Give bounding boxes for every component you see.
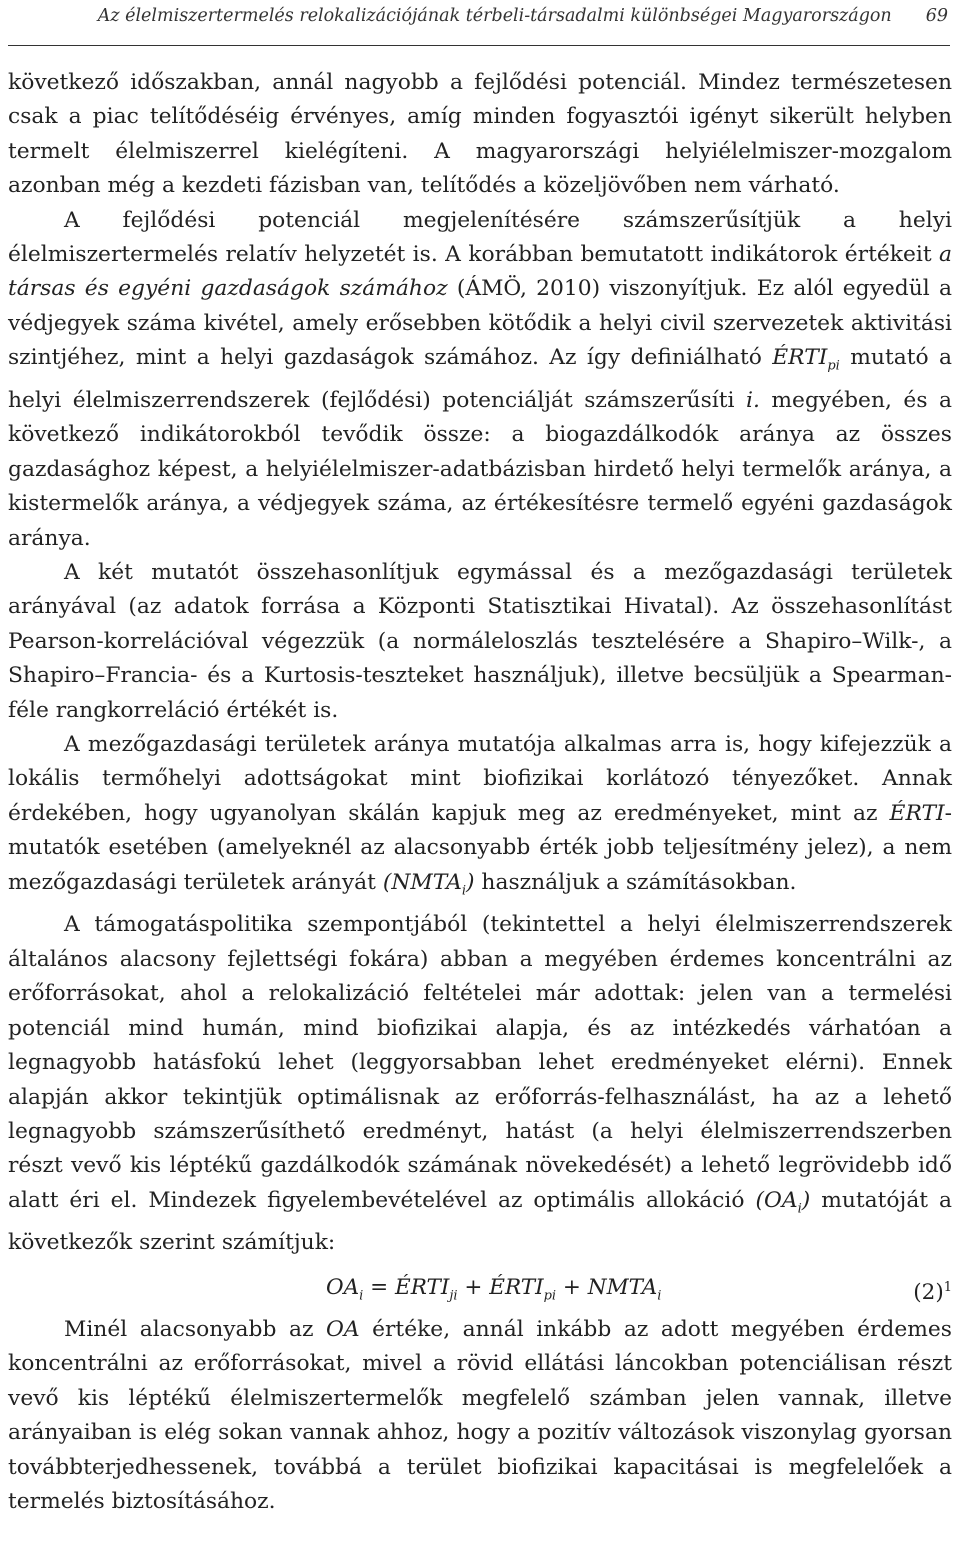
page-number: 69 [925, 6, 948, 26]
p6-text-c: értéke, annál inkább az adott megyében érdemes koncentrálni az erőforrásokat, mivel a rövid ellátási láncokban potenciálisan részt vevő kis léptékű élelmiszertermelők megfelelő számban jelen vannak, illetve arányaiban is elég sokan vannak ahhoz, hogy a pozitív változások viszonylag gyorsan továbbterjedhessenek, továbbá a terület biofizikai kapacitásai is megfelelőek a termelés biztosításához. [8, 1316, 952, 1514]
p5-text-a: A támogatáspolitika szempontjából (tekintettel a helyi élelmiszerrendszerek általános alacsony fejlettségi fokára) abban a megyében érdemes koncentrálni az erőforrásokat, ahol a relokalizáció feltételei már adottak: jelen van a termelési potenciál mind humán, mind biofizikai alapja, és az intézkedés várhatóan a legnagyobb hatásfokú lehet (leggyorsabban lehet eredményeket elérni). Ennek alapján akkor tekintjük optimálisnak az erőforrás-felhasználást, ha az a lehető legnagyobb számszerűsíthető eredményt, hatást (a helyi élelmiszerrendszerben részt vevő kis léptékű gazdálkodók számának növekedését) a lehető legrövidebb idő alatt éri el. Mindezek figyelembevételével az optimális allokáció [8, 912, 952, 1213]
erti-subscript: pi [827, 358, 840, 374]
p6-oa-term: OA [325, 1316, 360, 1342]
equation-number [913, 1271, 952, 1311]
nmta-term [382, 869, 475, 899]
header-rule [8, 45, 950, 46]
oa-term [755, 1187, 811, 1217]
eq-erti-p-sub: pi [543, 1288, 557, 1304]
eq-oa-sub: i [359, 1288, 364, 1304]
oa-close: ) [801, 1187, 811, 1213]
nmta-close: ) [465, 869, 475, 895]
paragraph-1 [8, 66, 952, 204]
eq-plus-2: + [556, 1274, 588, 1300]
equation-row [8, 1269, 952, 1313]
eq-erti-p: ÉRTI [489, 1274, 544, 1300]
p4-text-e: használjuk a számításokban. [474, 869, 797, 895]
p2-text-a: A fejlődési potenciál megjelenítésére számszerűsítjük a helyi élelmiszertermelés relatív helyzetét is. A korábban bemutatott indikátorok értékeit [8, 207, 952, 268]
paragraph-2 [8, 204, 952, 556]
running-title: Az élelmiszertermelés relokalizációjának térbeli-társadalmi különbségei Magyarországon [97, 6, 892, 26]
p4-text-c: -mutatók esetében (amelyeknél az alacsonyabb érték jobb teljesítmény jelez), a nem mezőgazdasági területek arányát [8, 800, 952, 895]
paragraph-6 [8, 1313, 952, 1519]
nmta-subscript: i [461, 883, 466, 899]
p6-text-a: Minél alacsonyabb az [64, 1316, 326, 1342]
p2-text-c: (ÁMÖ, 2010) viszonyítjuk. Ez alól egyedül a védjegyek száma kivétel, amely erősebben kötődik a helyi civil szervezetek aktivitási szintjéhez, mint a helyi gazdaságok számához. Az így definiálható [8, 276, 953, 371]
paragraph-3 [8, 556, 952, 728]
p2-italic-i: i. [745, 388, 760, 414]
eq-plus-1: + [457, 1274, 490, 1300]
erti-pi-term [772, 345, 840, 374]
body-text [8, 66, 952, 1519]
eq-nmta-sub: i [657, 1288, 662, 1304]
p2-text-e: mutató a helyi élelmiszerrendszerek (fejlődési) potenciálját számszerűsíti [8, 345, 953, 414]
p2-text-g: megyében, és a következő indikátorokból tevődik össze: a biogazdálkodók aránya az összes gazdasághoz képest, a helyiélelmiszer-adatbázisban hirdető helyi termelők aránya, a kistermelők aránya, a védjegyek száma, az értékesítésre termelő egyéni gazdaságok aránya. [8, 388, 952, 551]
eq-oa: OA [326, 1274, 360, 1300]
eq-erti-j: ÉRTI [395, 1274, 450, 1300]
p2-italic-phrase: a társas és egyéni gazdaságok számához [8, 242, 952, 302]
eq-nmta: NMTA [587, 1274, 658, 1300]
p5-text-c: mutatóját a következők szerint számítjuk: [8, 1187, 952, 1256]
erti-label: ÉRTI [772, 345, 828, 371]
nmta-label: (NMTA [382, 869, 462, 895]
oa-label: (OA [755, 1187, 798, 1213]
paragraph-4 [8, 728, 952, 908]
eq-erti-j-sub: ji [449, 1288, 458, 1304]
eq-number-text: (2) [913, 1280, 944, 1306]
eq-equals: = [363, 1274, 396, 1300]
paragraph-3-text: A két mutatót összehasonlítjuk egymással és a mezőgazdasági területek arányával (az adatok forrása a Központi Statisztikai Hivatal). Az összehasonlítást Pearson-korrelációval végezzük (a normáleloszlás tesztelésére a Shapiro–Wilk-, a Shapiro–Francia- és a Kurtosis-teszteket használjuk), illetve becsüljük a Spearman-féle rangkorreláció értékét is. [8, 560, 952, 723]
p4-erti-term: ÉRTI [889, 800, 945, 826]
paragraph-5 [8, 908, 952, 1260]
oa-subscript: i [797, 1201, 802, 1217]
equation [326, 1271, 661, 1314]
footnote-mark[interactable]: 1 [943, 1279, 952, 1295]
p4-text-a: A mezőgazdasági területek aránya mutatója alkalmas arra is, hogy kifejezzük a lokális termőhelyi adottságokat mint biofizikai korlátozó tényezőket. Annak érdekében, hogy ugyanolyan skálán kapjuk meg az eredményeket, mint az [8, 732, 952, 826]
paragraph-1-text: következő időszakban, annál nagyobb a fejlődési potenciál. Mindez természetesen csak a piac telítődéséig érvényes, amíg minden fogyasztói igényt sikerült helyben termelt élelmiszerrel kielégíteni. A magyarországi helyiélelmiszer-mozgalom azonban még a kezdeti fázisban van, telítődés a közeljövőben nem várható. [8, 70, 952, 199]
running-head [0, 0, 948, 32]
